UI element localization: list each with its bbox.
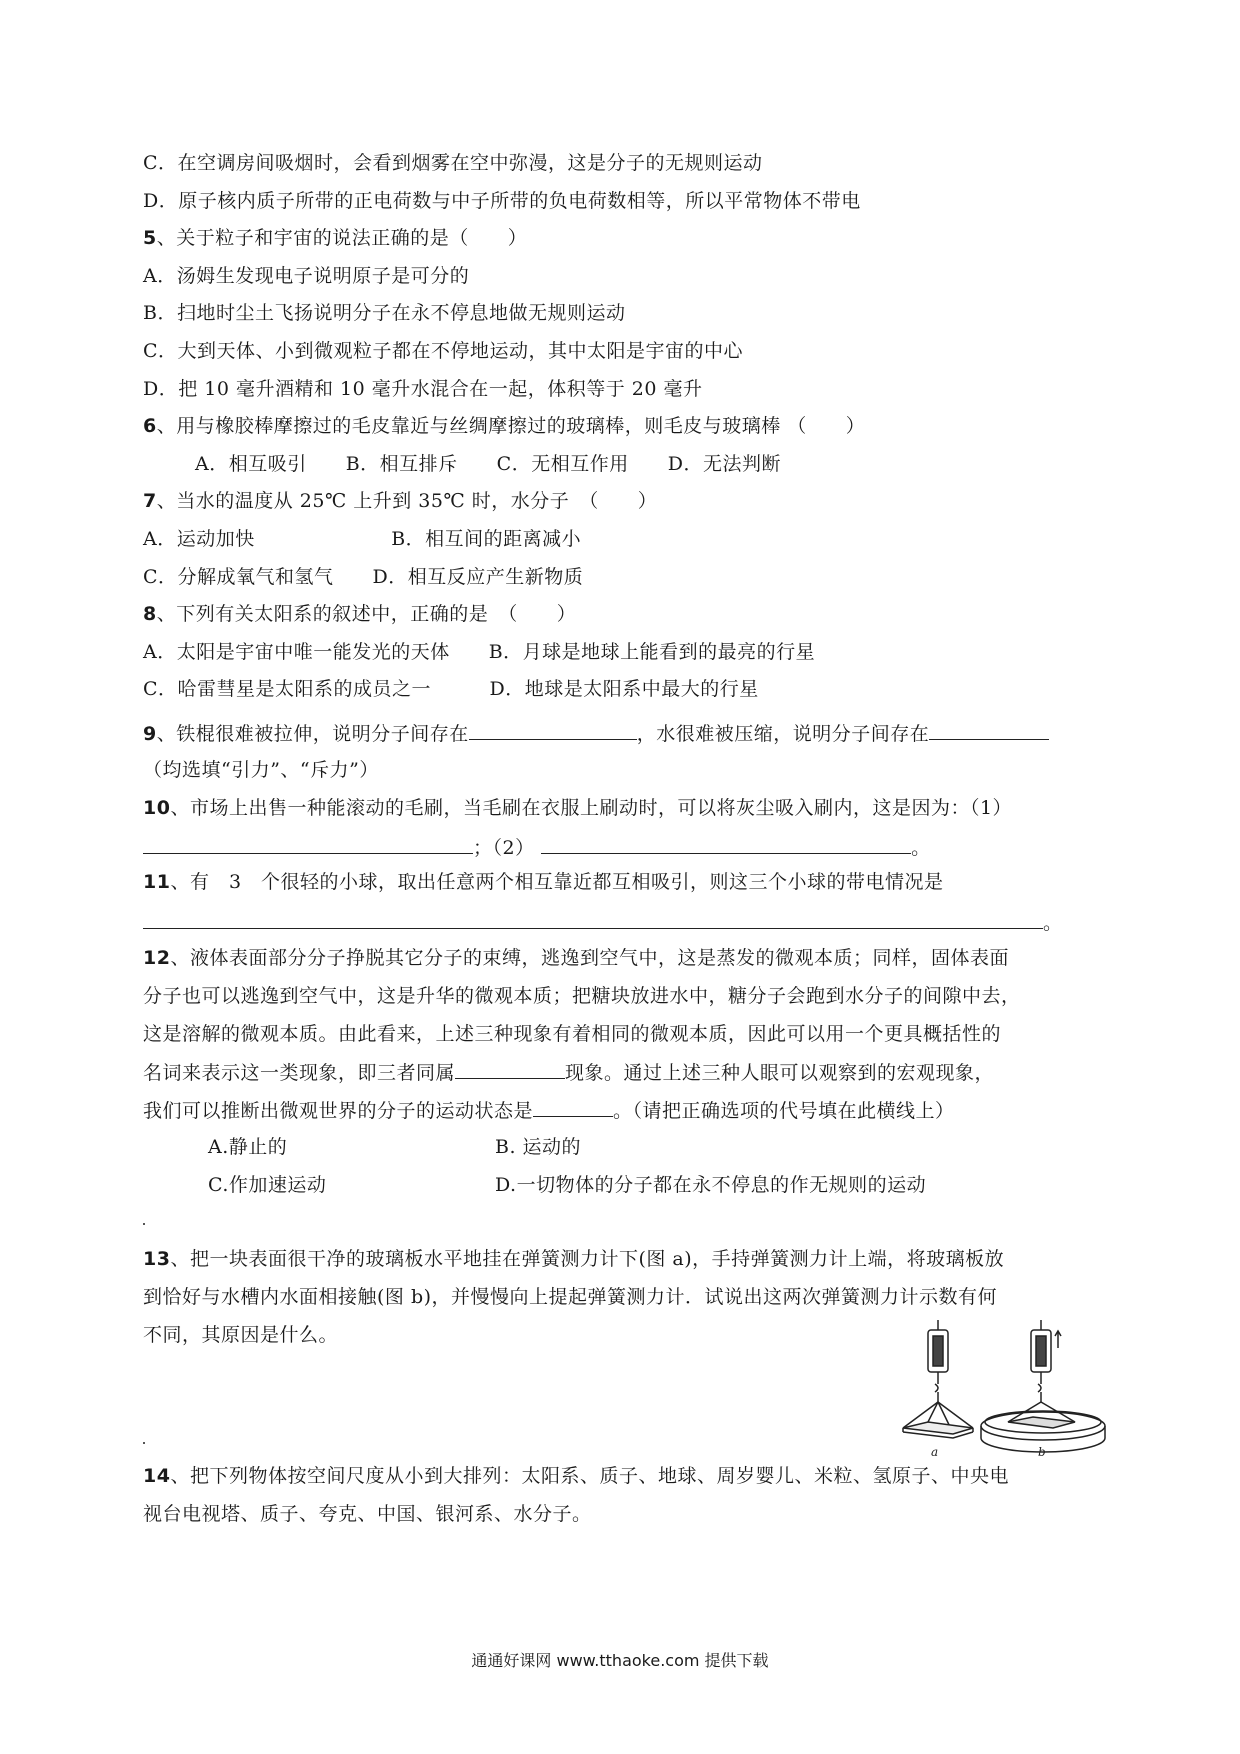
question-14-line-1: 14、把下列物体按空间尺度从小到大排列：太阳系、质子、地球、周岁婴儿、米粒、氢原子、中央电 — [143, 1465, 1009, 1487]
question-12-line-1: 12、液体表面部分分子挣脱其它分子的束缚，逃逸到空气中，这是蒸发的微观本质；同样，固体表面 — [143, 947, 1009, 969]
item-text: B．扫地时尘土飞扬说明分子在永不停息地做无规则运动 — [143, 302, 626, 324]
blank-12-1[interactable] — [455, 1058, 565, 1079]
footer-text: 通通好课网 www.tthaoke.com 提供下载 — [471, 1651, 769, 1670]
item-text: C．哈雷彗星是太阳系的成员之一 D．地球是太阳系中最大的行星 — [143, 678, 759, 700]
scan-speck — [143, 1223, 145, 1225]
item-text: A．运动加快 B．相互间的距离减小 — [143, 528, 582, 550]
item-line — [143, 601, 576, 627]
option-12-a: A.静止的 — [208, 1136, 288, 1158]
question-9: 9、铁棍很难被拉伸，说明分子间存在 ，水很难被压缩，说明分子间存在 — [143, 719, 1049, 747]
item-line — [195, 451, 781, 477]
item-line — [143, 676, 759, 702]
question-13-line-2: 到恰好与水槽内水面相接触(图 b)，并慢慢向上提起弹簧测力计．试说出这两次弹簧测力计示数有何 — [143, 1286, 998, 1308]
item-text: A．太阳是宇宙中唯一能发光的天体 B．月球是地球上能看到的最亮的行星 — [143, 641, 816, 663]
question-12-line-5: 我们可以推断出微观世界的分子的运动状态是 。（请把正确选项的代号填在此横线上） — [143, 1096, 955, 1124]
question-13-line-3: 不同，其原因是什么。 — [143, 1324, 339, 1346]
item-line — [143, 338, 743, 364]
figure-label-b: b — [1038, 1445, 1046, 1459]
item-line — [143, 413, 865, 439]
question-10: 10、市场上出售一种能滚动的毛刷，当毛刷在衣服上刷动时，可以将灰尘吸入刷内，这是因为：（1） — [143, 797, 1013, 819]
item-line — [143, 188, 861, 214]
question-13-line-1: 13、把一块表面很干净的玻璃板水平地挂在弹簧测力计下(图 a)，手持弹簧测力计上端，将玻璃板放 — [143, 1248, 1005, 1270]
item-text: C．分解成氧气和氢气 D．相互反应产生新物质 — [143, 566, 584, 588]
blank-9-2[interactable] — [929, 719, 1049, 740]
option-12-b: B. 运动的 — [495, 1136, 582, 1158]
question-14-line-2: 视台电视塔、质子、夸克、中国、银河系、水分子。 — [143, 1503, 592, 1525]
spring-scale-figure — [893, 1318, 1108, 1460]
item-text: C．大到天体、小到微观粒子都在不停地运动，其中太阳是宇宙的中心 — [143, 340, 744, 362]
question-12-line-4: 名词来表示这一类现象，即三者同属 现象。通过上述三种人眼可以观察到的宏观现象， — [143, 1058, 994, 1086]
item-line — [143, 564, 583, 590]
blank-12-2[interactable] — [533, 1096, 613, 1117]
item-text: D．把 10 毫升酒精和 10 毫升水混合在一起，体积等于 20 毫升 — [143, 378, 703, 400]
question-11: 11、有 3 个很轻的小球，取出任意两个相互靠近都互相吸引，则这三个小球的带电情况是 — [143, 871, 944, 893]
question-10-blanks: ；（2） 。 — [143, 833, 931, 861]
item-text: 、关于粒子和宇宙的说法正确的是（ ） — [156, 227, 528, 249]
question-12-line-2: 分子也可以逃逸到空气中，这是升华的微观本质；把糖块放进水中，糖分子会跑到水分子的间隙中去， — [143, 985, 1021, 1007]
item-line — [143, 225, 527, 251]
item-text: D．原子核内质子所带的正电荷数与中子所带的负电荷数相等，所以平常物体不带电 — [143, 190, 861, 212]
scan-speck — [143, 1442, 145, 1444]
item-text: 、下列有关太阳系的叙述中，正确的是 （ ） — [156, 603, 577, 625]
question-number: 6 — [143, 415, 157, 437]
item-line — [143, 300, 625, 326]
item-line — [143, 488, 657, 514]
item-line — [143, 376, 703, 402]
item-line — [143, 150, 763, 176]
figure-label-a: a — [931, 1445, 939, 1459]
item-line — [143, 526, 581, 552]
item-text: A．相互吸引 B．相互排斥 C．无相互作用 D．无法判断 — [195, 453, 781, 475]
blank-9-1[interactable] — [469, 719, 637, 740]
item-text: C．在空调房间吸烟时，会看到烟雾在空中弥漫，这是分子的无规则运动 — [143, 152, 763, 174]
blank-11[interactable] — [143, 908, 1043, 929]
question-11-blank-line: 。 — [143, 908, 1063, 936]
question-12-line-3: 这是溶解的微观本质。由此看来，上述三种现象有着相同的微观本质，因此可以用一个更具概括性的 — [143, 1023, 1002, 1045]
question-number: 5 — [143, 227, 157, 249]
item-text: A．汤姆生发现电子说明原子是可分的 — [143, 265, 470, 287]
blank-10-2[interactable] — [541, 833, 911, 854]
option-12-d: D.一切物体的分子都在永不停息的作无规则的运动 — [495, 1174, 927, 1196]
item-line — [143, 639, 815, 665]
question-number: 8 — [143, 603, 157, 625]
option-12-c: C.作加速运动 — [208, 1174, 327, 1196]
item-text: 、用与橡胶棒摩擦过的毛皮靠近与丝绸摩擦过的玻璃棒，则毛皮与玻璃棒 （ ） — [156, 415, 866, 437]
question-number: 7 — [143, 490, 157, 512]
item-line — [143, 263, 469, 289]
item-text: 、当水的温度从 25℃ 上升到 35℃ 时，水分子 （ ） — [156, 490, 658, 512]
question-9-note: （均选填“引力”、“斥力”） — [143, 759, 379, 781]
blank-10-1[interactable] — [143, 833, 473, 854]
